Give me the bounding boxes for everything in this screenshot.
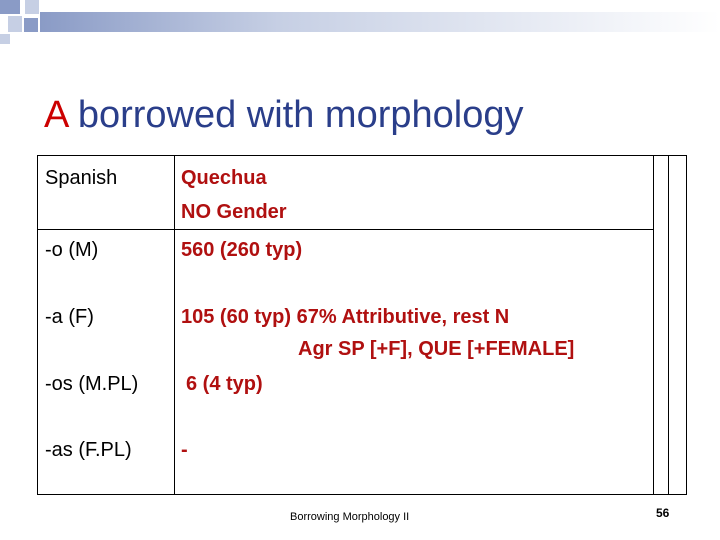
cell-quechua: 6 (4 typ) (186, 373, 263, 395)
decor-square (0, 0, 20, 14)
data-table (37, 155, 687, 495)
cell-spanish: -a (F) (45, 306, 94, 328)
cell-quechua: 105 (60 typ) 67% Attributive, rest N (181, 306, 510, 328)
slide-title (44, 94, 523, 137)
cell-quechua: 560 (260 typ) (181, 239, 303, 261)
header-quechua: Quechua (181, 167, 267, 189)
cell-quechua: - (181, 439, 188, 461)
cell-spanish: -o (M) (45, 239, 99, 261)
title-letter: A (44, 94, 68, 136)
cell-spanish: -as (F.PL) (45, 439, 132, 461)
page-number: 56 (656, 506, 670, 520)
table-header-divider (38, 229, 653, 230)
table-column-divider (653, 156, 654, 494)
decor-top-bar (40, 12, 720, 32)
decor-square (24, 18, 38, 32)
footer-text: Borrowing Morphology II (290, 511, 410, 523)
table-column-divider (668, 156, 669, 494)
header-no-gender: NO Gender (181, 201, 287, 223)
cell-spanish: -os (M.PL) (45, 373, 139, 395)
header-spanish: Spanish (45, 167, 118, 189)
cell-note: Agr SP [+F], QUE [+FEMALE] (298, 338, 575, 360)
decor-square (25, 0, 39, 14)
decor-square (8, 16, 22, 32)
decor-square (0, 34, 10, 44)
table-column-divider (174, 156, 175, 494)
title-text: borrowed with morphology (77, 94, 524, 136)
